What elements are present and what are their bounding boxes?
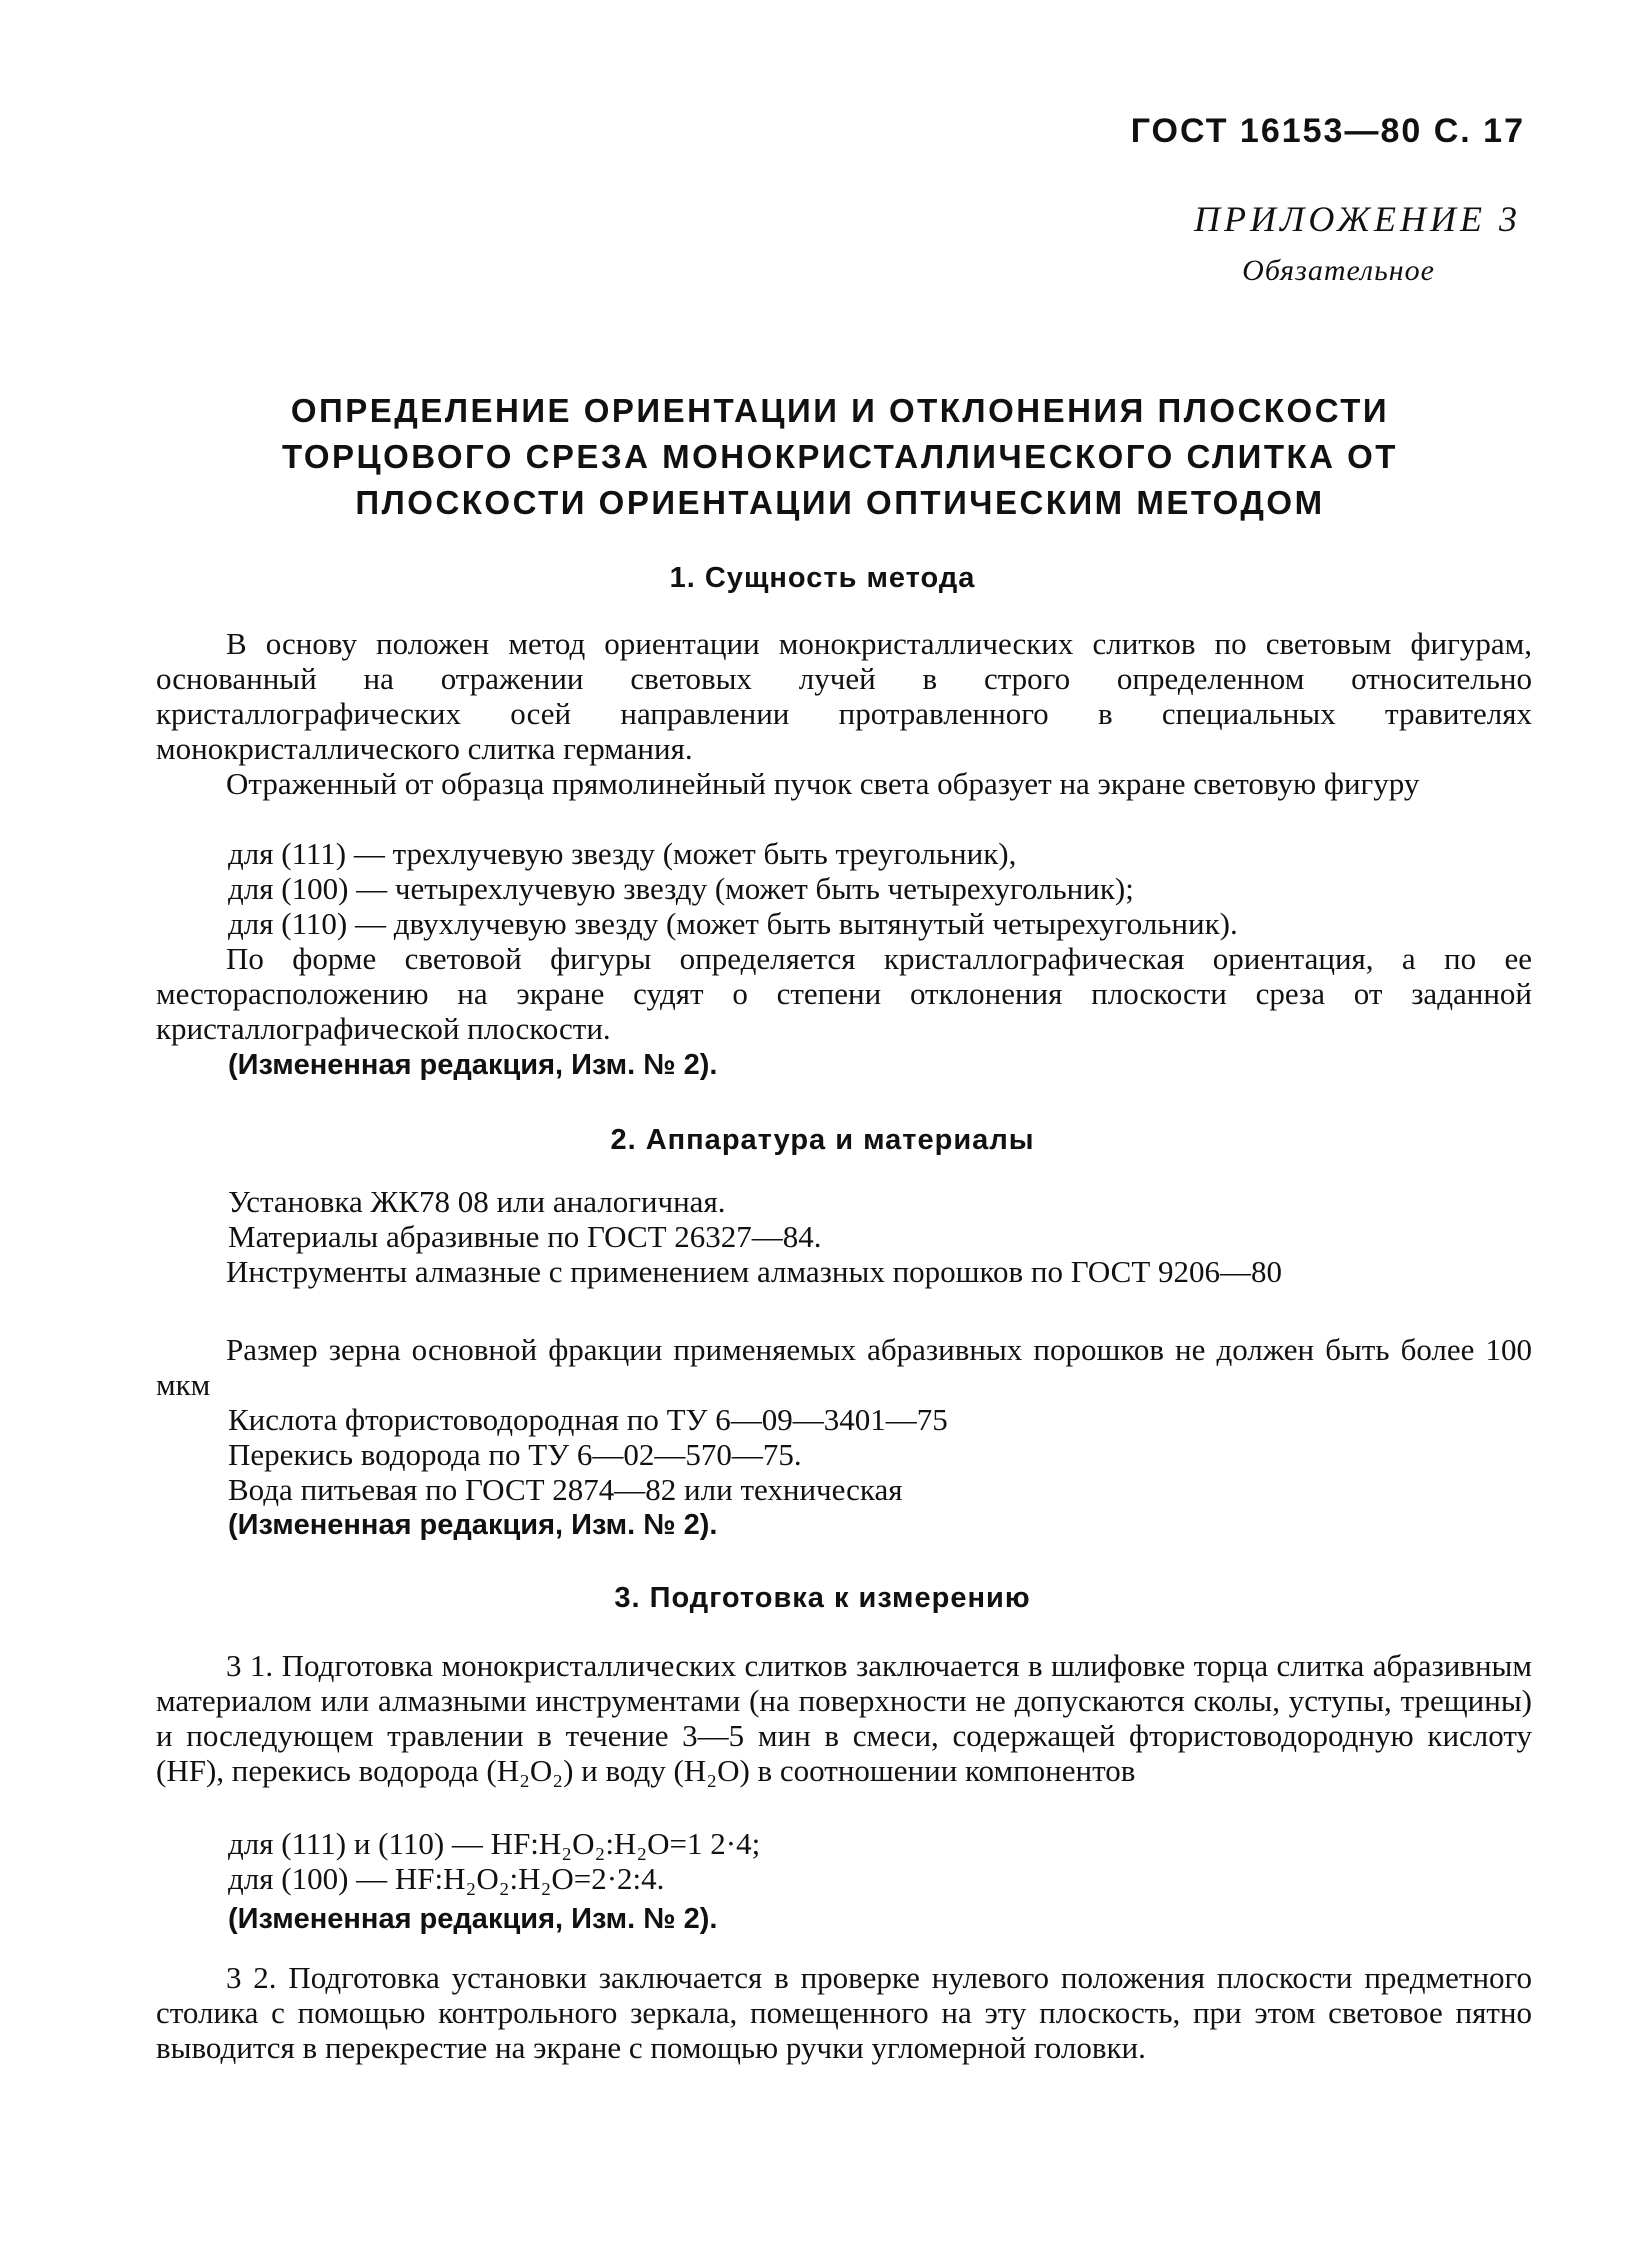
paragraph: 3 1. Подготовка монокристаллических слитков заключается в шлифовке торца слитка абразивным материалом или алмазными инструментами (на поверхности не допускаются сколы, уступы, трещины) и последующем травлении в течение 3—5 мин в смеси, содержащей фтористоводородную кислоту (HF), перекись водорода (H₂O₂) и воду (H₂O) в соотношении компонентов (156, 1648, 1532, 1788)
paragraph: Размер зерна основной фракции применяемых абразивных порошков не должен быть более 100 мкм (156, 1332, 1532, 1402)
title-line: ПЛОСКОСТИ ОРИЕНТАЦИИ ОПТИЧЕСКИМ МЕТОДОМ (355, 484, 1325, 521)
appendix-status: Обязательное (1242, 254, 1435, 287)
paragraph: По форме световой фигуры определяется кристаллографическая ориентация, а по ее месторасположению на экране судят о степени отклонения плоскости среза от заданной кристаллографической плоскости. (156, 941, 1532, 1046)
title-line: ТОРЦОВОГО СРЕЗА МОНОКРИСТАЛЛИЧЕСКОГО СЛИТКА ОТ (282, 438, 1398, 475)
page-header: ГОСТ 16153—80 С. 17 (1130, 112, 1525, 150)
list-item: Перекись водорода по ТУ 6—02—570—75. (228, 1437, 802, 1472)
list-item: Материалы абразивные по ГОСТ 26327—84. (228, 1219, 822, 1254)
paragraph: Отраженный от образца прямолинейный пучок света образует на экране световую фигуру (226, 766, 1420, 801)
list-item: Вода питьевая по ГОСТ 2874—82 или техническая (228, 1472, 903, 1507)
list-item: для (110) — двухлучевую звезду (может быть вытянутый четырехугольник). (228, 906, 1238, 941)
paragraph: Инструменты алмазные с применением алмазных порошков по ГОСТ 9206—80 (226, 1254, 1283, 1289)
document-title (150, 388, 1530, 526)
paragraph: 3 2. Подготовка установки заключается в проверке нулевого положения плоскости предметного столика с помощью контрольного зеркала, помещенного на эту плоскость, при этом световое пятно выводится в перекрестие на экране с помощью ручки угломерной головки. (156, 1960, 1532, 2065)
list-item: для (100) — HF:H₂O₂:H₂O=2·2:4. (228, 1861, 665, 1896)
appendix-label: ПРИЛОЖЕНИЕ 3 (1194, 199, 1521, 239)
list-item: Кислота фтористоводородная по ТУ 6—09—3401—75 (228, 1402, 948, 1437)
list-item: Установка ЖК78 08 или аналогичная. (228, 1184, 726, 1219)
list-item: для (111) — трехлучевую звезду (может быть треугольник), (228, 836, 1017, 871)
list-item: для (111) и (110) — HF:H₂O₂:H₂O=1 2·4; (228, 1826, 761, 1861)
section-heading: 1. Сущность метода (669, 562, 976, 594)
amendment-note: (Измененная редакция, Изм. № 2). (228, 1049, 718, 1081)
section-heading: 3. Подготовка к измерению (614, 1582, 1031, 1614)
amendment-note: (Измененная редакция, Изм. № 2). (228, 1903, 718, 1935)
list-item: для (100) — четырехлучевую звезду (может быть четырехугольник); (228, 871, 1134, 906)
amendment-note: (Измененная редакция, Изм. № 2). (228, 1509, 718, 1541)
paragraph: В основу положен метод ориентации монокристаллических слитков по световым фигурам, основанный на отражении световых лучей в строго определенном относительно кристаллографических осей направлении протравленного в специальных травителях монокристаллического слитка германия. (156, 626, 1532, 766)
section-heading: 2. Аппаратура и материалы (610, 1124, 1035, 1156)
title-line: ОПРЕДЕЛЕНИЕ ОРИЕНТАЦИИ И ОТКЛОНЕНИЯ ПЛОСКОСТИ (290, 392, 1390, 429)
